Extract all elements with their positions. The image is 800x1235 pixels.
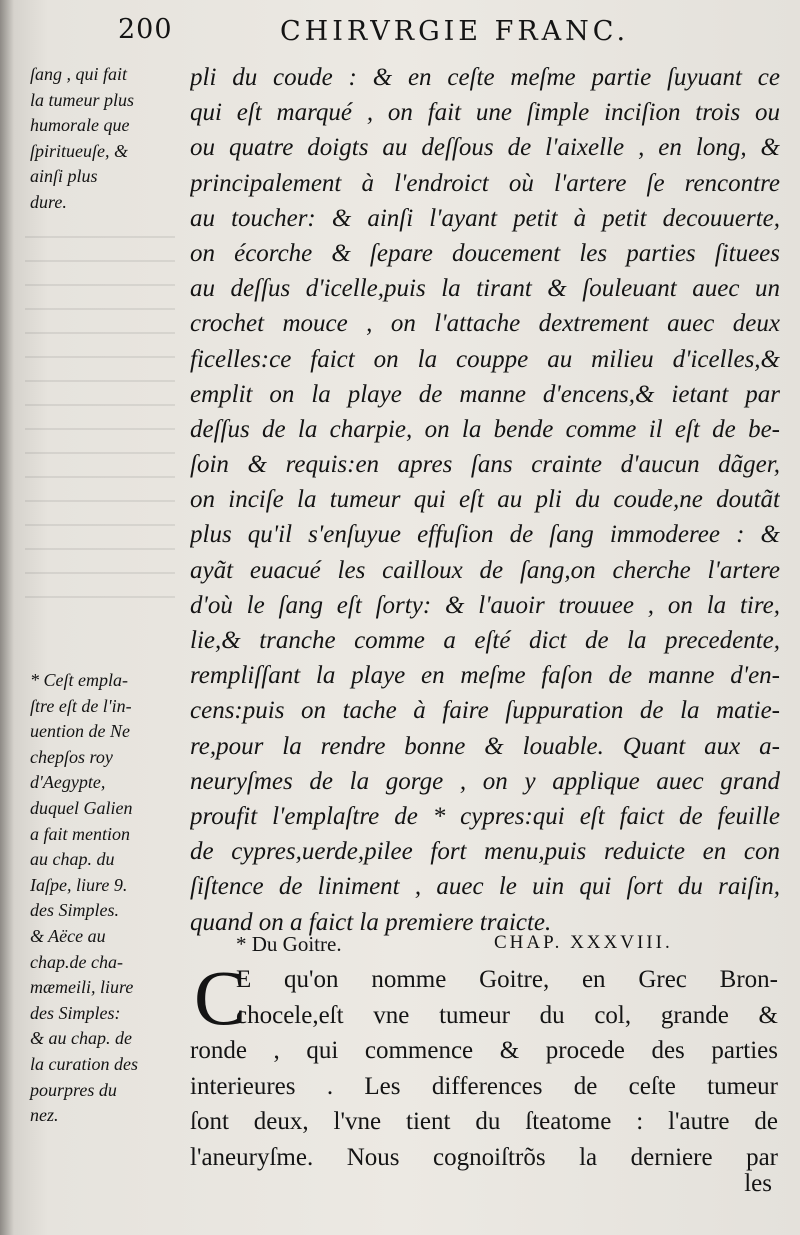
chapter-text-line: chocele,eſt vne tumeur du col, grande &: [236, 1001, 778, 1029]
margin-note-line: des Simples.: [30, 900, 119, 921]
chapter-title: * Du Goitre.: [236, 932, 342, 956]
text-line: on inciſe la tumeur qui eſt au pli du coude,ne doutãt: [190, 486, 780, 514]
chapter-number: CHAP. XXXVIII.: [494, 932, 673, 953]
text-line: ayãt euacué les cailloux de ſang,on cherche l'artere: [190, 556, 780, 584]
text-line: on écorche & ſepare doucement les parties ſituees: [190, 239, 780, 267]
margin-note-line: a fait mention: [30, 823, 130, 844]
text-line: principalement à l'endroict où l'artere ſe rencontre: [190, 169, 780, 197]
margin-note-line: mæmeili, liure: [30, 977, 134, 998]
page-number: 200: [118, 14, 173, 45]
text-line: crochet mouce , on l'attache dextrement auec deux: [190, 310, 780, 338]
text-line: ficelles:ce faict on la couppe au milieu d'icelles,&: [190, 345, 780, 373]
text-line: quand on a faict la premiere traicte.: [190, 908, 552, 936]
margin-note-line: nez.: [30, 1105, 59, 1126]
text-line: de cypres,uerde,pilee fort menu,puis reduicte en con: [190, 838, 780, 866]
margin-note-line: uention de Ne: [30, 721, 130, 742]
text-line: deſſus de la charpie, on la bende comme il eſt de be-: [190, 415, 780, 443]
chapter-body: [190, 954, 778, 1175]
margin-note-line: au chap. du: [30, 849, 115, 870]
margin-note-line: la tumeur plus: [30, 89, 135, 110]
text-line: d'où le ſang eſt ſorty: & l'auoir trouuee , on la tire,: [190, 591, 780, 619]
text-line: proufit l'emplaſtre de * cypres:qui eſt faict de feuille: [190, 802, 780, 830]
text-line: neuryſmes de la gorge , on y applique auec grand: [190, 767, 780, 795]
text-line: ſoin & requis:en apres ſans crainte d'aucun dãger,: [190, 451, 780, 479]
margin-note-line: ainſi plus: [30, 166, 98, 187]
running-title: CHIRVRGIE FRANC.: [280, 16, 630, 47]
main-text: [190, 60, 780, 940]
chapter-text-line: ronde , qui commence & procede des parties: [190, 1037, 778, 1064]
margin-note-line: la curation des: [30, 1053, 138, 1074]
margin-note-line: dure.: [30, 191, 67, 212]
text-line: au deſſus d'icelle,puis la tirant & ſouleuant auec un: [190, 275, 780, 303]
text-line: pli du coude : & en ceſte meſme partie ſuyuant ce: [190, 64, 780, 91]
text-line: plus qu'il s'enſuyue effuſion de ſang immoderee : &: [190, 521, 780, 549]
catchword: les: [744, 1170, 772, 1197]
margin-note-line: d'Aegypte,: [30, 772, 106, 793]
bleed-through: [25, 220, 175, 620]
drop-cap: C: [194, 954, 247, 1041]
margin-note-line: & au chap. de: [30, 1028, 132, 1049]
margin-note-line: duquel Galien: [30, 797, 133, 818]
margin-note-line: ſtre eſt de l'in-: [30, 695, 132, 716]
text-line: emplit on la playe de manne d'encens,& ietant par: [190, 380, 780, 408]
chapter-text-line: l'aneuryſme. Nous cognoiſtrõs la derniere par: [190, 1143, 778, 1171]
text-line: au toucher: & ainſi l'ayant petit à petit decouuerte,: [190, 204, 780, 232]
margin-note-line: * Ceſt empla-: [30, 670, 128, 690]
chapter-text-line: interieures . Les differences de ceſte tumeur: [190, 1072, 778, 1100]
chapter-text-line: ſont deux, l'vne tient du ſteatome : l'autre de: [190, 1108, 778, 1135]
margin-note-top: [30, 62, 185, 216]
text-line: cens:puis on tache à faire ſuppuration de la matie-: [190, 697, 780, 725]
text-line: ſiſtence de liniment , auec le uin qui ſort du raiſin,: [190, 873, 780, 901]
margin-note-line: chepſos roy: [30, 746, 113, 767]
chapter-heading: [236, 932, 776, 962]
text-line: rempliſſant la playe en meſme faſon de manne d'en-: [190, 662, 780, 690]
margin-note-line: ſang , qui fait: [30, 64, 128, 84]
margin-note-line: des Simples:: [30, 1002, 121, 1023]
margin-note-line: chap.de cha-: [30, 951, 123, 972]
gutter-shadow: [0, 0, 14, 1235]
text-line: ou quatre doigts au deſſous de l'aixelle , en long, &: [190, 134, 780, 162]
text-line: re,pour la rendre bonne & louable. Quant aux a-: [190, 732, 780, 760]
chapter-text-line: E qu'on nomme Goitre, en Grec Bron-: [236, 966, 778, 993]
text-line: lie,& tranche comme a eſté dict de la precedente,: [190, 627, 780, 654]
page-header: [118, 14, 678, 54]
margin-note-line: Iaſpe, liure 9.: [30, 874, 128, 895]
margin-note-line: pourpres du: [30, 1079, 117, 1100]
margin-note-line: & Aëce au: [30, 925, 106, 946]
margin-note-line: humorale que: [30, 115, 130, 136]
text-line: qui eſt marqué , on fait une ſimple inciſion trois ou: [190, 99, 780, 127]
margin-note-line: ſpiritueuſe, &: [30, 140, 128, 161]
margin-note-bottom: [30, 668, 185, 1129]
